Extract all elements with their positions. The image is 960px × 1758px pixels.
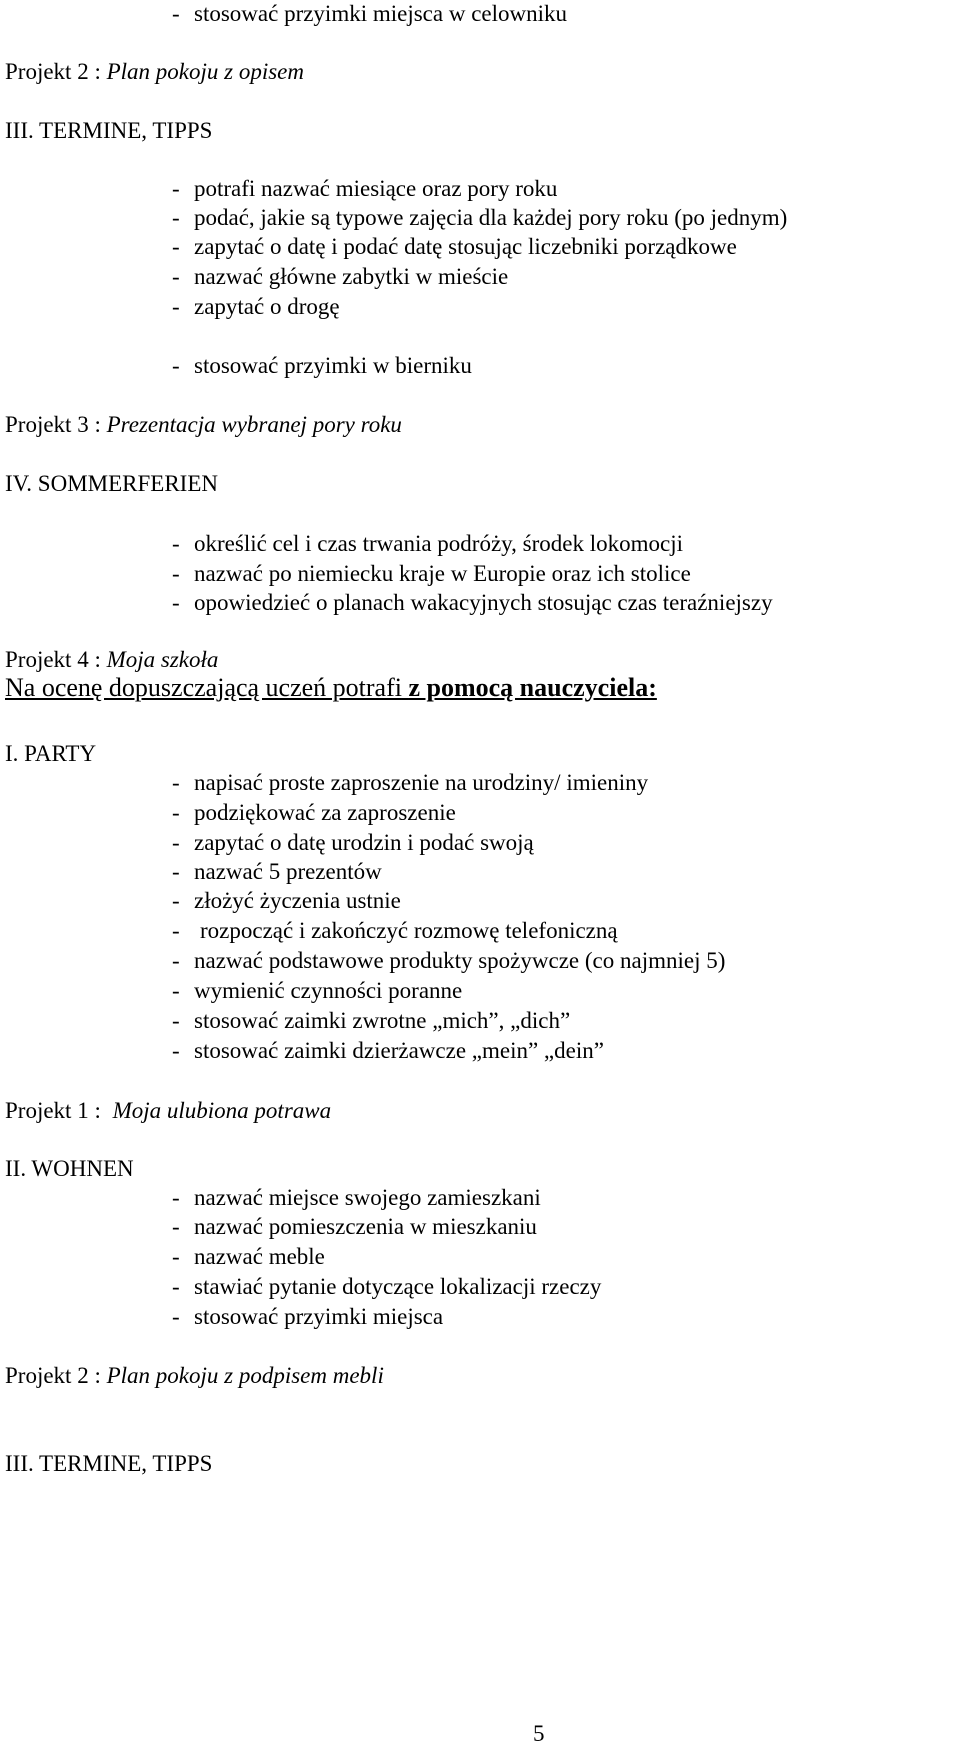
list-bullet: - bbox=[172, 176, 180, 201]
project-line bbox=[5, 1099, 331, 1122]
project-title: Moja szkoła bbox=[106, 647, 219, 672]
project-label: Projekt 3 : bbox=[5, 412, 101, 437]
list-bullet: - bbox=[172, 561, 180, 586]
list-bullet: - bbox=[172, 1244, 180, 1269]
list-item-text: potrafi nazwać miesiące oraz pory roku bbox=[194, 176, 558, 201]
list-item-text: wymienić czynności poranne bbox=[194, 978, 463, 1003]
list-item-text: nazwać pomieszczenia w mieszkaniu bbox=[194, 1214, 537, 1239]
section-heading-termine: III. TERMINE, TIPPS bbox=[5, 118, 213, 143]
project-line bbox=[5, 60, 304, 83]
project-label: Projekt 2 : bbox=[5, 1363, 101, 1388]
list-item-text: nazwać 5 prezentów bbox=[194, 859, 382, 884]
list-item-text: zapytać o drogę bbox=[194, 294, 340, 319]
list-item-text: nazwać główne zabytki w mieście bbox=[194, 264, 509, 289]
list-bullet: - bbox=[172, 353, 180, 378]
list-item-text: stosować przyimki miejsca bbox=[194, 1304, 444, 1329]
project-title: Plan pokoju z opisem bbox=[106, 59, 304, 84]
list-item-text: zapytać o datę urodzin i podać swoją bbox=[194, 830, 534, 855]
section-heading-termine-next: III. TERMINE, TIPPS bbox=[5, 1451, 213, 1476]
list-item-text: podziękować za zaproszenie bbox=[194, 800, 456, 825]
list-item-text: określić cel i czas trwania podróży, środek lokomocji bbox=[194, 531, 684, 556]
project-label: Projekt 1 : bbox=[5, 1098, 101, 1123]
grade-header-text: Na ocenę dopuszczającą uczeń potrafi bbox=[5, 673, 402, 702]
list-bullet: - bbox=[172, 859, 180, 884]
list-item-text: nazwać miejsce swojego zamieszkani bbox=[194, 1185, 541, 1210]
list-bullet: - bbox=[172, 888, 180, 913]
list-item-text: stosować przyimki miejsca w celowniku bbox=[194, 1, 568, 26]
section-heading-sommerferien: IV. SOMMERFERIEN bbox=[5, 471, 218, 496]
list-bullet: - bbox=[172, 918, 180, 943]
list-bullet: - bbox=[172, 1214, 180, 1239]
list-bullet: - bbox=[172, 531, 180, 556]
list-item-text: stosować zaimki dzierżawcze „mein” „dein” bbox=[194, 1038, 604, 1063]
list-bullet: - bbox=[172, 830, 180, 855]
list-bullet: - bbox=[172, 800, 180, 825]
list-item-text: złożyć życzenia ustnie bbox=[194, 888, 401, 913]
list-item-text: nazwać meble bbox=[194, 1244, 325, 1269]
list-bullet: - bbox=[172, 234, 180, 259]
list-item-text: zapytać o datę i podać datę stosując liczebniki porządkowe bbox=[194, 234, 737, 259]
section-heading-wohnen: II. WOHNEN bbox=[5, 1156, 134, 1181]
list-bullet: - bbox=[172, 1038, 180, 1063]
list-item-text: stawiać pytanie dotyczące lokalizacji rzeczy bbox=[194, 1274, 602, 1299]
project-label: Projekt 4 : bbox=[5, 647, 101, 672]
list-bullet: - bbox=[172, 1185, 180, 1210]
list-item-text: napisać proste zaproszenie na urodziny/ imieniny bbox=[194, 770, 649, 795]
grade-header bbox=[5, 675, 657, 701]
list-bullet: - bbox=[172, 1, 180, 26]
project-line bbox=[5, 413, 402, 436]
list-item-text: nazwać podstawowe produkty spożywcze (co najmniej 5) bbox=[194, 948, 726, 973]
list-bullet: - bbox=[172, 978, 180, 1003]
project-line bbox=[5, 648, 218, 671]
grade-header-emphasis: z pomocą nauczyciela: bbox=[408, 673, 657, 702]
project-title: Prezentacja wybranej pory roku bbox=[106, 412, 402, 437]
list-bullet: - bbox=[172, 948, 180, 973]
list-bullet: - bbox=[172, 770, 180, 795]
list-bullet: - bbox=[172, 1008, 180, 1033]
list-bullet: - bbox=[172, 205, 180, 230]
list-bullet: - bbox=[172, 294, 180, 319]
list-item-text: stosować zaimki zwrotne „mich”, „dich” bbox=[194, 1008, 571, 1033]
list-bullet: - bbox=[172, 590, 180, 615]
list-bullet: - bbox=[172, 264, 180, 289]
list-item-text: nazwać po niemiecku kraje w Europie oraz ich stolice bbox=[194, 561, 691, 586]
list-item-text: opowiedzieć o planach wakacyjnych stosując czas teraźniejszy bbox=[194, 590, 773, 615]
page-number: 5 bbox=[533, 1721, 545, 1746]
section-heading-party: I. PARTY bbox=[5, 741, 97, 766]
project-title: Moja ulubiona potrawa bbox=[112, 1098, 332, 1123]
list-item-text: rozpocząć i zakończyć rozmowę telefoniczną bbox=[200, 918, 618, 943]
list-item-text: stosować przyimki w bierniku bbox=[194, 353, 472, 378]
list-bullet: - bbox=[172, 1304, 180, 1329]
project-title: Plan pokoju z podpisem mebli bbox=[106, 1363, 384, 1388]
project-label: Projekt 2 : bbox=[5, 59, 101, 84]
list-item-text: podać, jakie są typowe zajęcia dla każdej pory roku (po jednym) bbox=[194, 205, 788, 230]
project-line bbox=[5, 1364, 384, 1387]
list-bullet: - bbox=[172, 1274, 180, 1299]
